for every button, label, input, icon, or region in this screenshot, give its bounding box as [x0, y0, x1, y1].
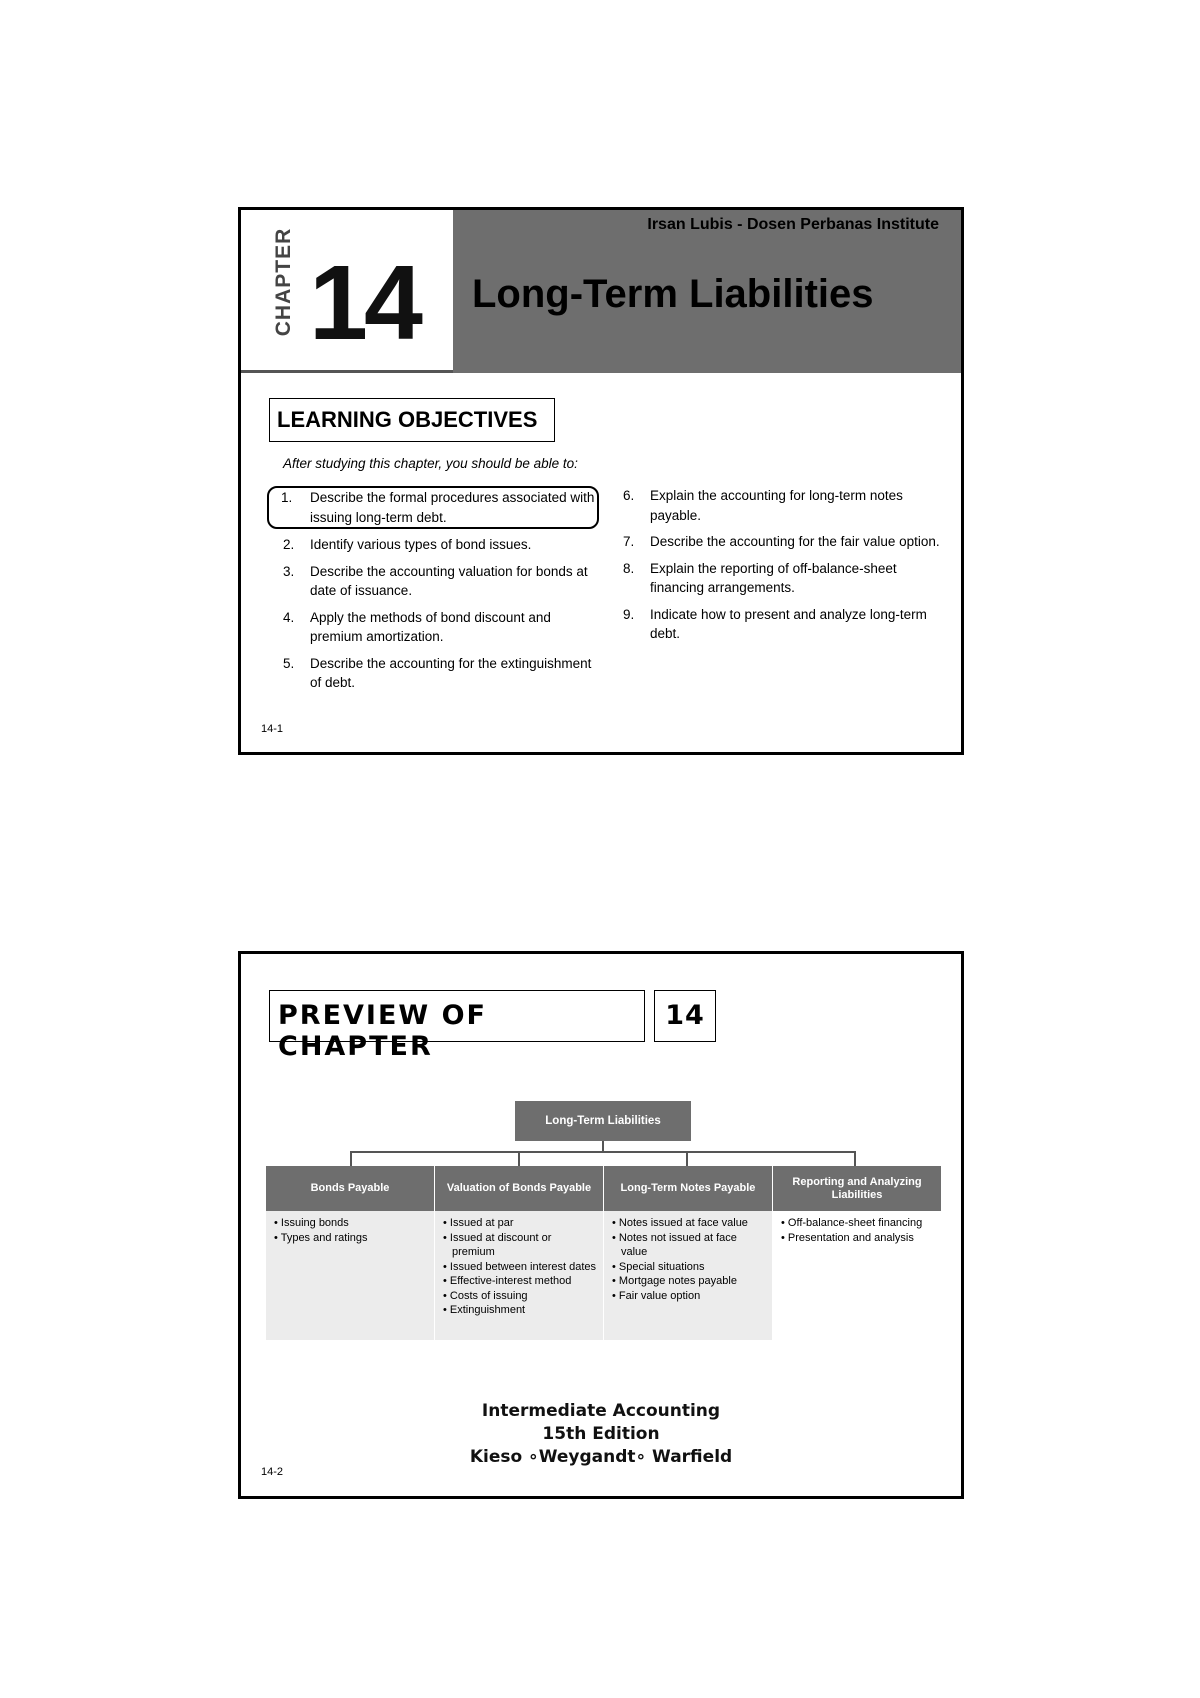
- objective-text: Explain the accounting for long-term notes payable.: [650, 488, 903, 523]
- chapter-title: Long-Term Liabilities: [472, 272, 874, 316]
- objective-text: Describe the accounting for the fair value option.: [650, 534, 940, 549]
- connector-line: [350, 1151, 855, 1153]
- learning-objectives-heading: LEARNING OBJECTIVES: [269, 398, 555, 442]
- org-column-notes-payable: [604, 1166, 772, 1340]
- author-credit: Irsan Lubis - Dosen Perbanas Institute: [647, 216, 939, 233]
- org-column-body: [773, 1211, 941, 1251]
- objective-item: [269, 654, 599, 693]
- objective-number: 9.: [623, 606, 635, 622]
- topic-item: • Types and ratings: [274, 1231, 368, 1244]
- objective-item: [609, 486, 949, 525]
- objectives-list-left: [269, 486, 599, 700]
- topic-item: • Off-balance-sheet financing: [781, 1217, 923, 1229]
- objective-number: 1.: [281, 490, 293, 505]
- org-column-body: [266, 1211, 434, 1340]
- objectives-list-right: [609, 486, 949, 651]
- org-column-heading: Bonds Payable: [266, 1166, 434, 1211]
- objective-item: [609, 605, 949, 644]
- topic-item: • Extinguishment: [443, 1304, 526, 1316]
- topic-item: • Notes not issued at face value: [612, 1231, 737, 1258]
- topic-item: • Mortgage notes payable: [612, 1275, 737, 1287]
- org-column-reporting: [773, 1166, 941, 1251]
- org-column-heading: Long-Term Notes Payable: [604, 1166, 772, 1211]
- org-column-valuation: [435, 1166, 603, 1340]
- topic-item: • Issuing bonds: [274, 1217, 349, 1229]
- page-number: 14-2: [261, 1466, 284, 1478]
- objective-number: 5.: [283, 655, 295, 671]
- objective-item: [609, 559, 949, 598]
- objective-number: 6.: [623, 488, 635, 503]
- topic-item: • Issued at discount or premium: [443, 1231, 552, 1258]
- book-edition: 15th Edition: [542, 1424, 660, 1444]
- topic-item: • Costs of issuing: [443, 1289, 528, 1302]
- org-column-body: [604, 1211, 772, 1340]
- topic-item: • Special situations: [612, 1260, 705, 1273]
- objective-number: 3.: [283, 563, 295, 579]
- objective-item: [269, 608, 599, 647]
- objective-text: Indicate how to present and analyze long-term debt.: [650, 606, 927, 641]
- objective-number: 7.: [623, 534, 635, 549]
- objective-number: 8.: [623, 560, 635, 576]
- objective-item: [267, 486, 599, 529]
- objective-text: Describe the accounting for the extinguishment of debt.: [310, 655, 592, 690]
- org-column-body: [435, 1211, 603, 1340]
- topic-item: • Issued between interest dates: [443, 1260, 597, 1273]
- preview-chapter-number: 14: [654, 990, 716, 1042]
- connector-line: [602, 1141, 604, 1151]
- preview-heading: PREVIEW OF CHAPTER: [269, 990, 645, 1042]
- topic-item: • Effective-interest method: [443, 1275, 572, 1287]
- divider: [241, 370, 453, 373]
- objective-text: Describe the formal procedures associated with issuing long-term debt.: [310, 490, 595, 525]
- objective-text: Explain the reporting of off-balance-sheet financing arrangements.: [650, 560, 897, 595]
- objective-text: Describe the accounting valuation for bonds at date of issuance.: [310, 563, 588, 598]
- connector-line: [350, 1151, 352, 1166]
- chapter-label: CHAPTER: [272, 227, 295, 337]
- objective-number: 2.: [283, 537, 295, 552]
- objective-text: Apply the methods of bond discount and premium amortization.: [310, 609, 551, 644]
- slide-learning-objectives: [238, 207, 964, 755]
- slide-chapter-preview: [238, 951, 964, 1499]
- objectives-intro: After studying this chapter, you should be able to:: [283, 456, 578, 471]
- objective-item: [269, 535, 599, 555]
- org-column-heading: Reporting and Analyzing Liabilities: [773, 1166, 941, 1211]
- topic-item: • Notes issued at face value: [612, 1217, 748, 1229]
- book-title: Intermediate Accounting: [481, 1401, 721, 1421]
- org-column-heading: Valuation of Bonds Payable: [435, 1166, 603, 1211]
- connector-line: [686, 1151, 688, 1166]
- book-authors: Kieso ∘Weygandt∘ Warfield: [469, 1447, 733, 1467]
- chapter-number: 14: [309, 244, 419, 362]
- objective-item: [269, 562, 599, 601]
- page-number: 14-1: [261, 723, 284, 735]
- topic-item: • Issued at par: [443, 1217, 514, 1229]
- org-column-bonds-payable: [266, 1166, 434, 1340]
- objective-text: Identify various types of bond issues.: [310, 537, 532, 552]
- org-chart-root: Long-Term Liabilities: [515, 1101, 691, 1141]
- connector-line: [854, 1151, 856, 1166]
- objective-number: 4.: [283, 609, 295, 625]
- topic-item: • Fair value option: [612, 1289, 701, 1302]
- chapter-header: [241, 210, 961, 373]
- topic-item: • Presentation and analysis: [781, 1231, 914, 1244]
- title-panel: [453, 210, 961, 373]
- chapter-number-panel: [241, 210, 453, 370]
- objective-item: [609, 532, 949, 552]
- connector-line: [518, 1151, 520, 1166]
